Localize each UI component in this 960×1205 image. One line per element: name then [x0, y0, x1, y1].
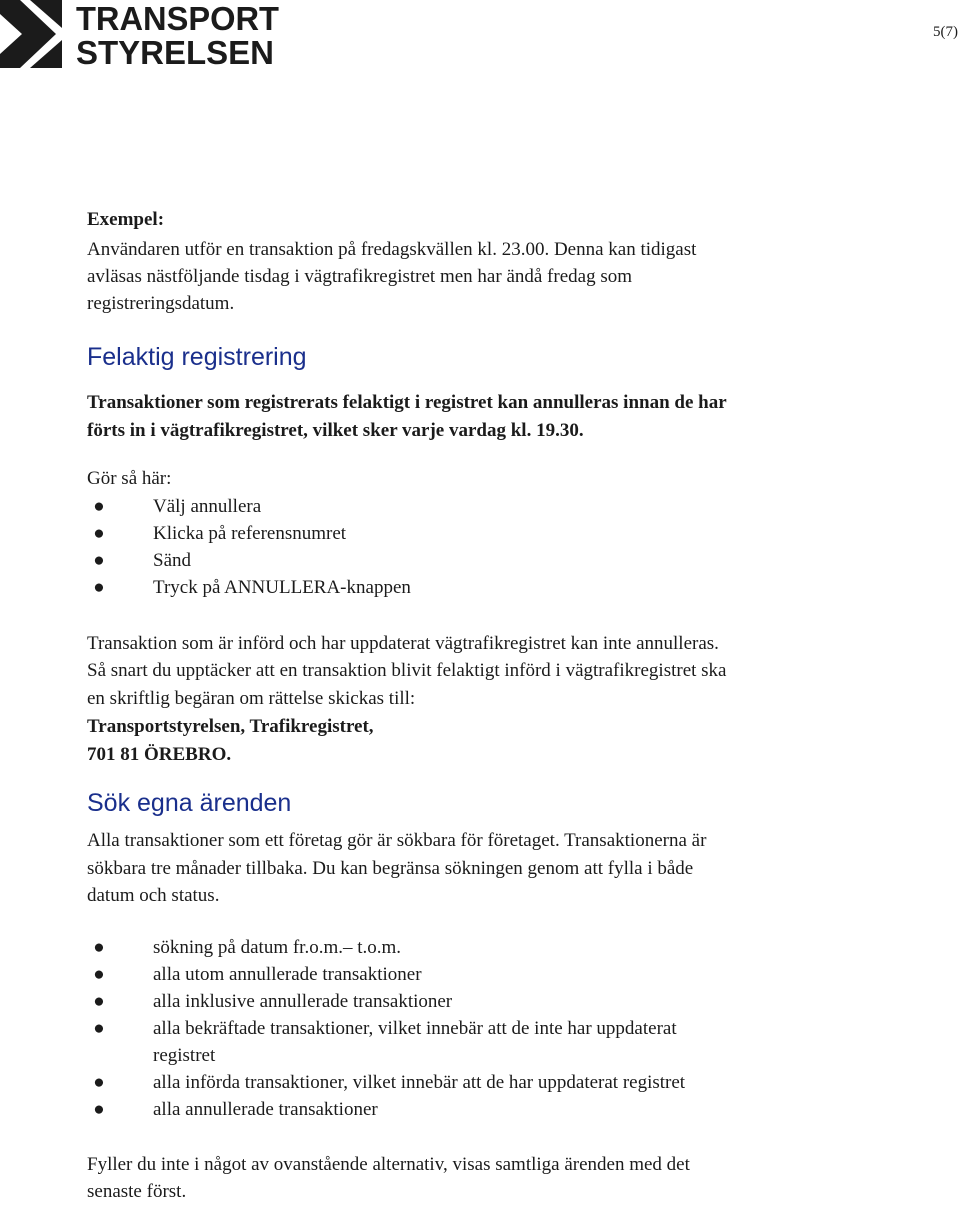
option-text: alla annullerade transaktioner [153, 1099, 378, 1120]
section-heading-felaktig: Felaktig registrering [87, 343, 307, 371]
bullet-icon: ● [93, 550, 105, 571]
felaktig-intro-line: förts in i vägtrafikregistret, vilket sker varje vardag kl. 19.30. [87, 420, 584, 441]
sok-intro-line: datum och status. [87, 885, 220, 906]
bullet-icon: ● [93, 1099, 105, 1120]
list-item [93, 494, 262, 520]
bullet-icon: ● [93, 1072, 105, 1093]
list-item [93, 935, 402, 961]
option-text: alla bekräftade transaktioner, vilket innebär att de inte har uppdaterat [153, 1018, 677, 1039]
logo-text-line1: TRANSPORT [76, 0, 279, 37]
felaktig-body-line: Transaktion som är införd och har uppdaterat vägtrafikregistret kan inte annulleras. [87, 633, 719, 654]
list-item [93, 989, 453, 1015]
step-text: Tryck på ANNULLERA-knappen [153, 577, 411, 598]
transportstyrelsen-logo [0, 0, 290, 70]
example-line: avläsas nästföljande tisdag i vägtrafikregistret men har ändå fredag som [87, 266, 632, 287]
list-item [93, 1070, 686, 1096]
example-title: Exempel: [87, 209, 165, 230]
felaktig-body-line: en skriftlig begäran om rättelse skickas till: [87, 688, 416, 709]
bullet-icon: ● [93, 577, 105, 598]
bullet-icon: ● [93, 991, 105, 1012]
option-text: alla inklusive annullerade transaktioner [153, 991, 453, 1012]
list-item [93, 521, 347, 547]
option-text: alla införda transaktioner, vilket innebär att de har uppdaterat registret [153, 1072, 686, 1093]
step-text: Välj annullera [153, 496, 262, 517]
bullet-icon: ● [93, 937, 105, 958]
bullet-icon: ● [93, 1018, 105, 1039]
sok-footer-line: senaste först. [87, 1181, 187, 1202]
bullet-icon: ● [93, 523, 105, 544]
page-number: 5(7) [933, 24, 958, 40]
section-heading-sok: Sök egna ärenden [87, 789, 292, 817]
list-item [93, 548, 191, 574]
logo-text-line2: STYRELSEN [76, 34, 274, 70]
sok-intro-line: Alla transaktioner som ett företag gör är sökbara för företaget. Transaktionerna är [87, 830, 707, 851]
example-line: registreringsdatum. [87, 293, 235, 314]
list-item [93, 575, 411, 601]
address-line: 701 81 ÖREBRO. [87, 744, 232, 765]
step-text: Sänd [153, 550, 191, 571]
option-text-continuation: registret [153, 1045, 216, 1066]
felaktig-intro-line: Transaktioner som registrerats felaktigt i registret kan annulleras innan de har [87, 392, 727, 413]
list-item [93, 962, 422, 988]
felaktig-body-line: Så snart du upptäcker att en transaktion blivit felaktigt införd i vägtrafikregistret ska [87, 660, 727, 681]
address-line: Transportstyrelsen, Trafikregistret, [87, 716, 374, 737]
sok-footer-line: Fyller du inte i något av ovanstående alternativ, visas samtliga ärenden med det [87, 1154, 690, 1175]
list-item [93, 1097, 378, 1123]
bullet-icon: ● [93, 964, 105, 985]
option-text: alla utom annullerade transaktioner [153, 964, 422, 985]
bullet-icon: ● [93, 496, 105, 517]
instructions-title: Gör så här: [87, 468, 172, 489]
list-item [93, 1016, 677, 1042]
option-text: sökning på datum fr.o.m.– t.o.m. [153, 937, 402, 958]
step-text: Klicka på referensnumret [153, 523, 347, 544]
example-line: Användaren utför en transaktion på fredagskvällen kl. 23.00. Denna kan tidigast [87, 239, 697, 260]
sok-intro-line: sökbara tre månader tillbaka. Du kan begränsa sökningen genom att fylla i både [87, 858, 694, 879]
